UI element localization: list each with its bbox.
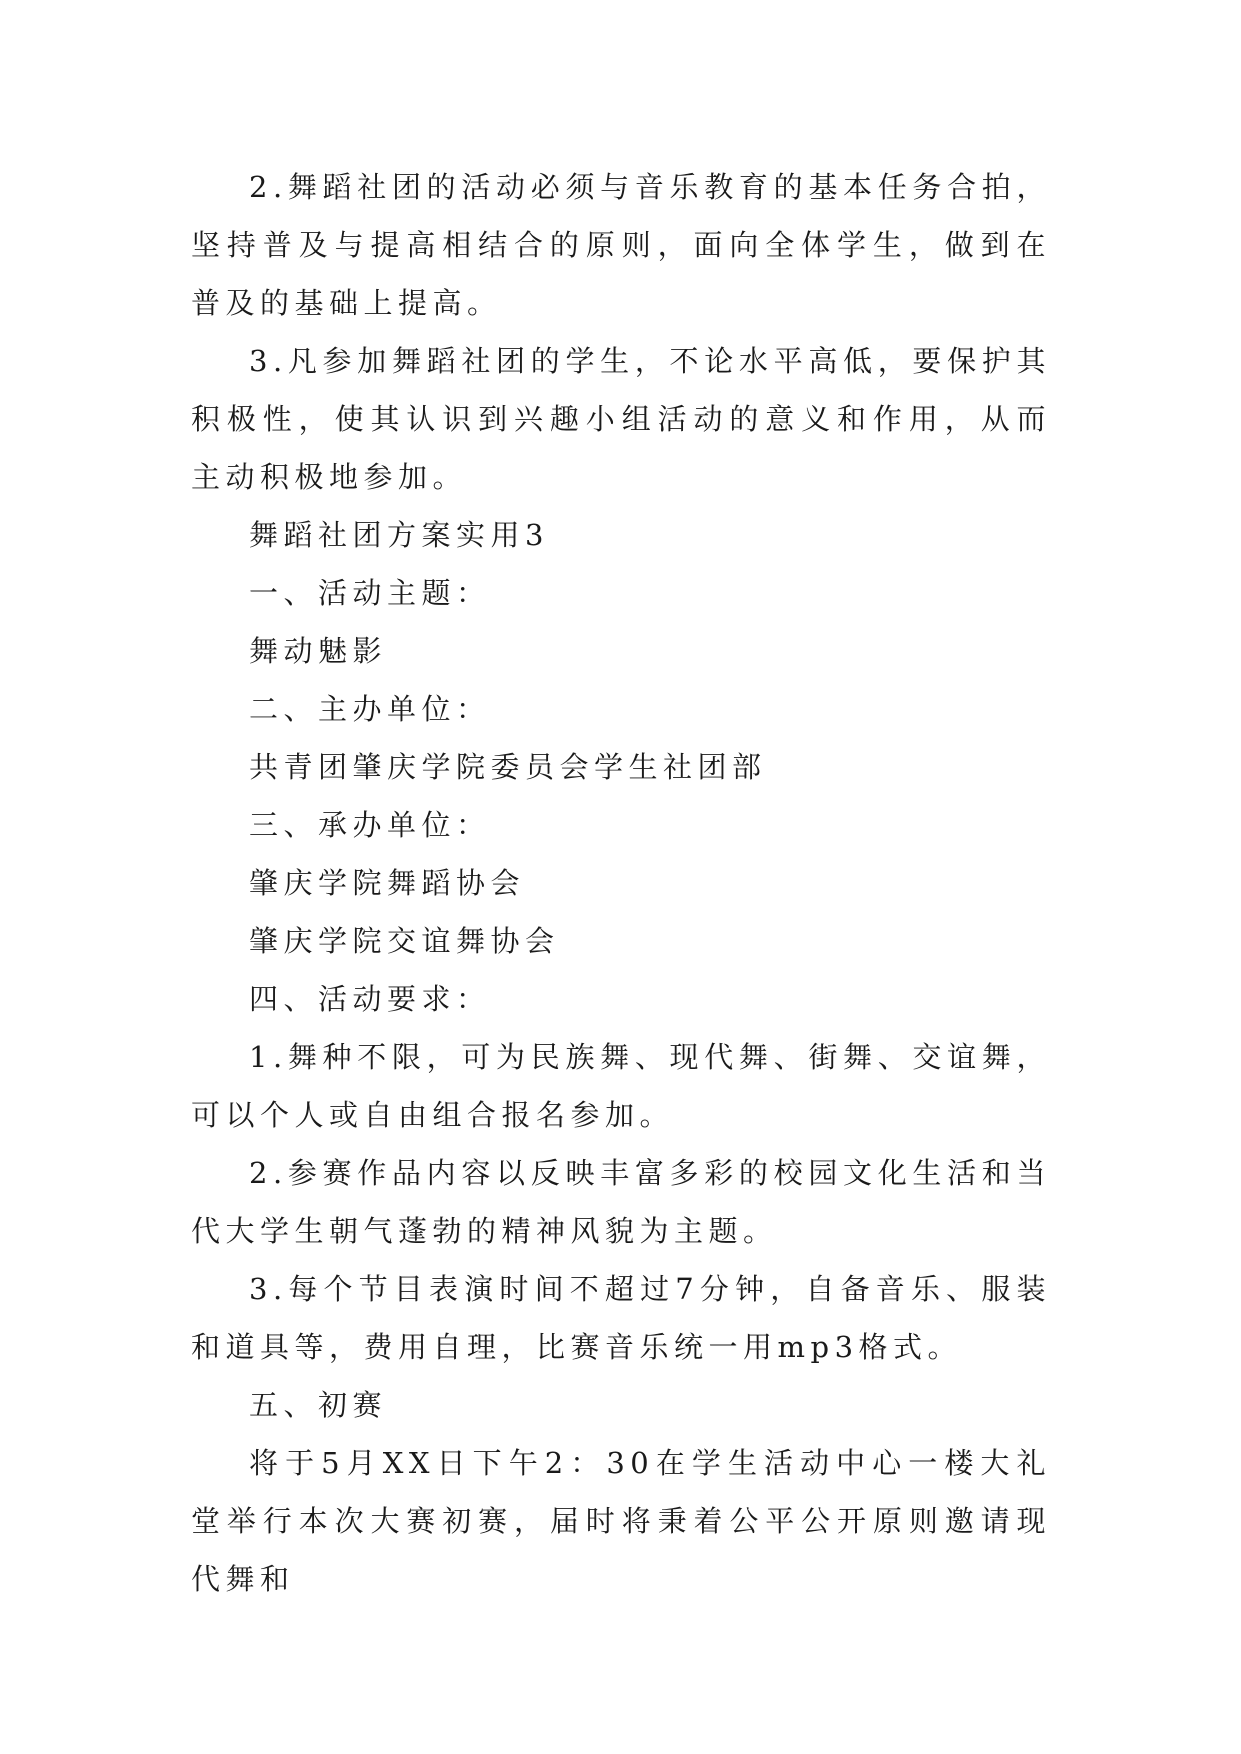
requirement-time-limit: 3.每个节目表演时间不超过7分钟，自备音乐、服装和道具等，费用自理，比赛音乐统一用mp3格式。 (191, 1272, 1051, 1364)
paragraph-dance-club-principle: 2.舞蹈社团的活动必须与音乐教育的基本任务合拍，坚持普及与提高相结合的原则，面向全体学生，做到在普及的基础上提高。 (191, 170, 1051, 320)
document-page (191, 158, 1051, 1608)
heading-organizer: 二、主办单位： (249, 692, 491, 726)
paragraph-participation: 3.凡参加舞蹈社团的学生，不论水平高低，要保护其积极性，使其认识到兴趣小组活动的意义和作用，从而主动积极地参加。 (191, 344, 1051, 494)
preliminary-details: 将于5月XX日下午2：30在学生活动中心一楼大礼堂举行本次大赛初赛，届时将秉着公平公开原则邀请现代舞和 (191, 1446, 1051, 1596)
requirement-content-theme: 2.参赛作品内容以反映丰富多彩的校园文化生活和当代大学生朝气蓬勃的精神风貌为主题。 (191, 1156, 1051, 1248)
organizer-value: 共青团肇庆学院委员会学生社团部 (249, 750, 767, 784)
co-organizer-dance-association: 肇庆学院舞蹈协会 (249, 866, 526, 900)
requirement-dance-types: 1.舞种不限，可为民族舞、现代舞、街舞、交谊舞，可以个人或自由组合报名参加。 (191, 1040, 1051, 1132)
heading-activity-requirements: 四、活动要求： (249, 982, 491, 1016)
co-organizer-ballroom-association: 肇庆学院交谊舞协会 (249, 924, 560, 958)
activity-theme-value: 舞动魅影 (249, 634, 388, 668)
heading-activity-theme: 一、活动主题： (249, 576, 491, 610)
section-title-plan-3: 舞蹈社团方案实用3 (249, 518, 549, 552)
heading-preliminary: 五、初赛 (249, 1388, 388, 1422)
heading-co-organizer: 三、承办单位： (249, 808, 491, 842)
